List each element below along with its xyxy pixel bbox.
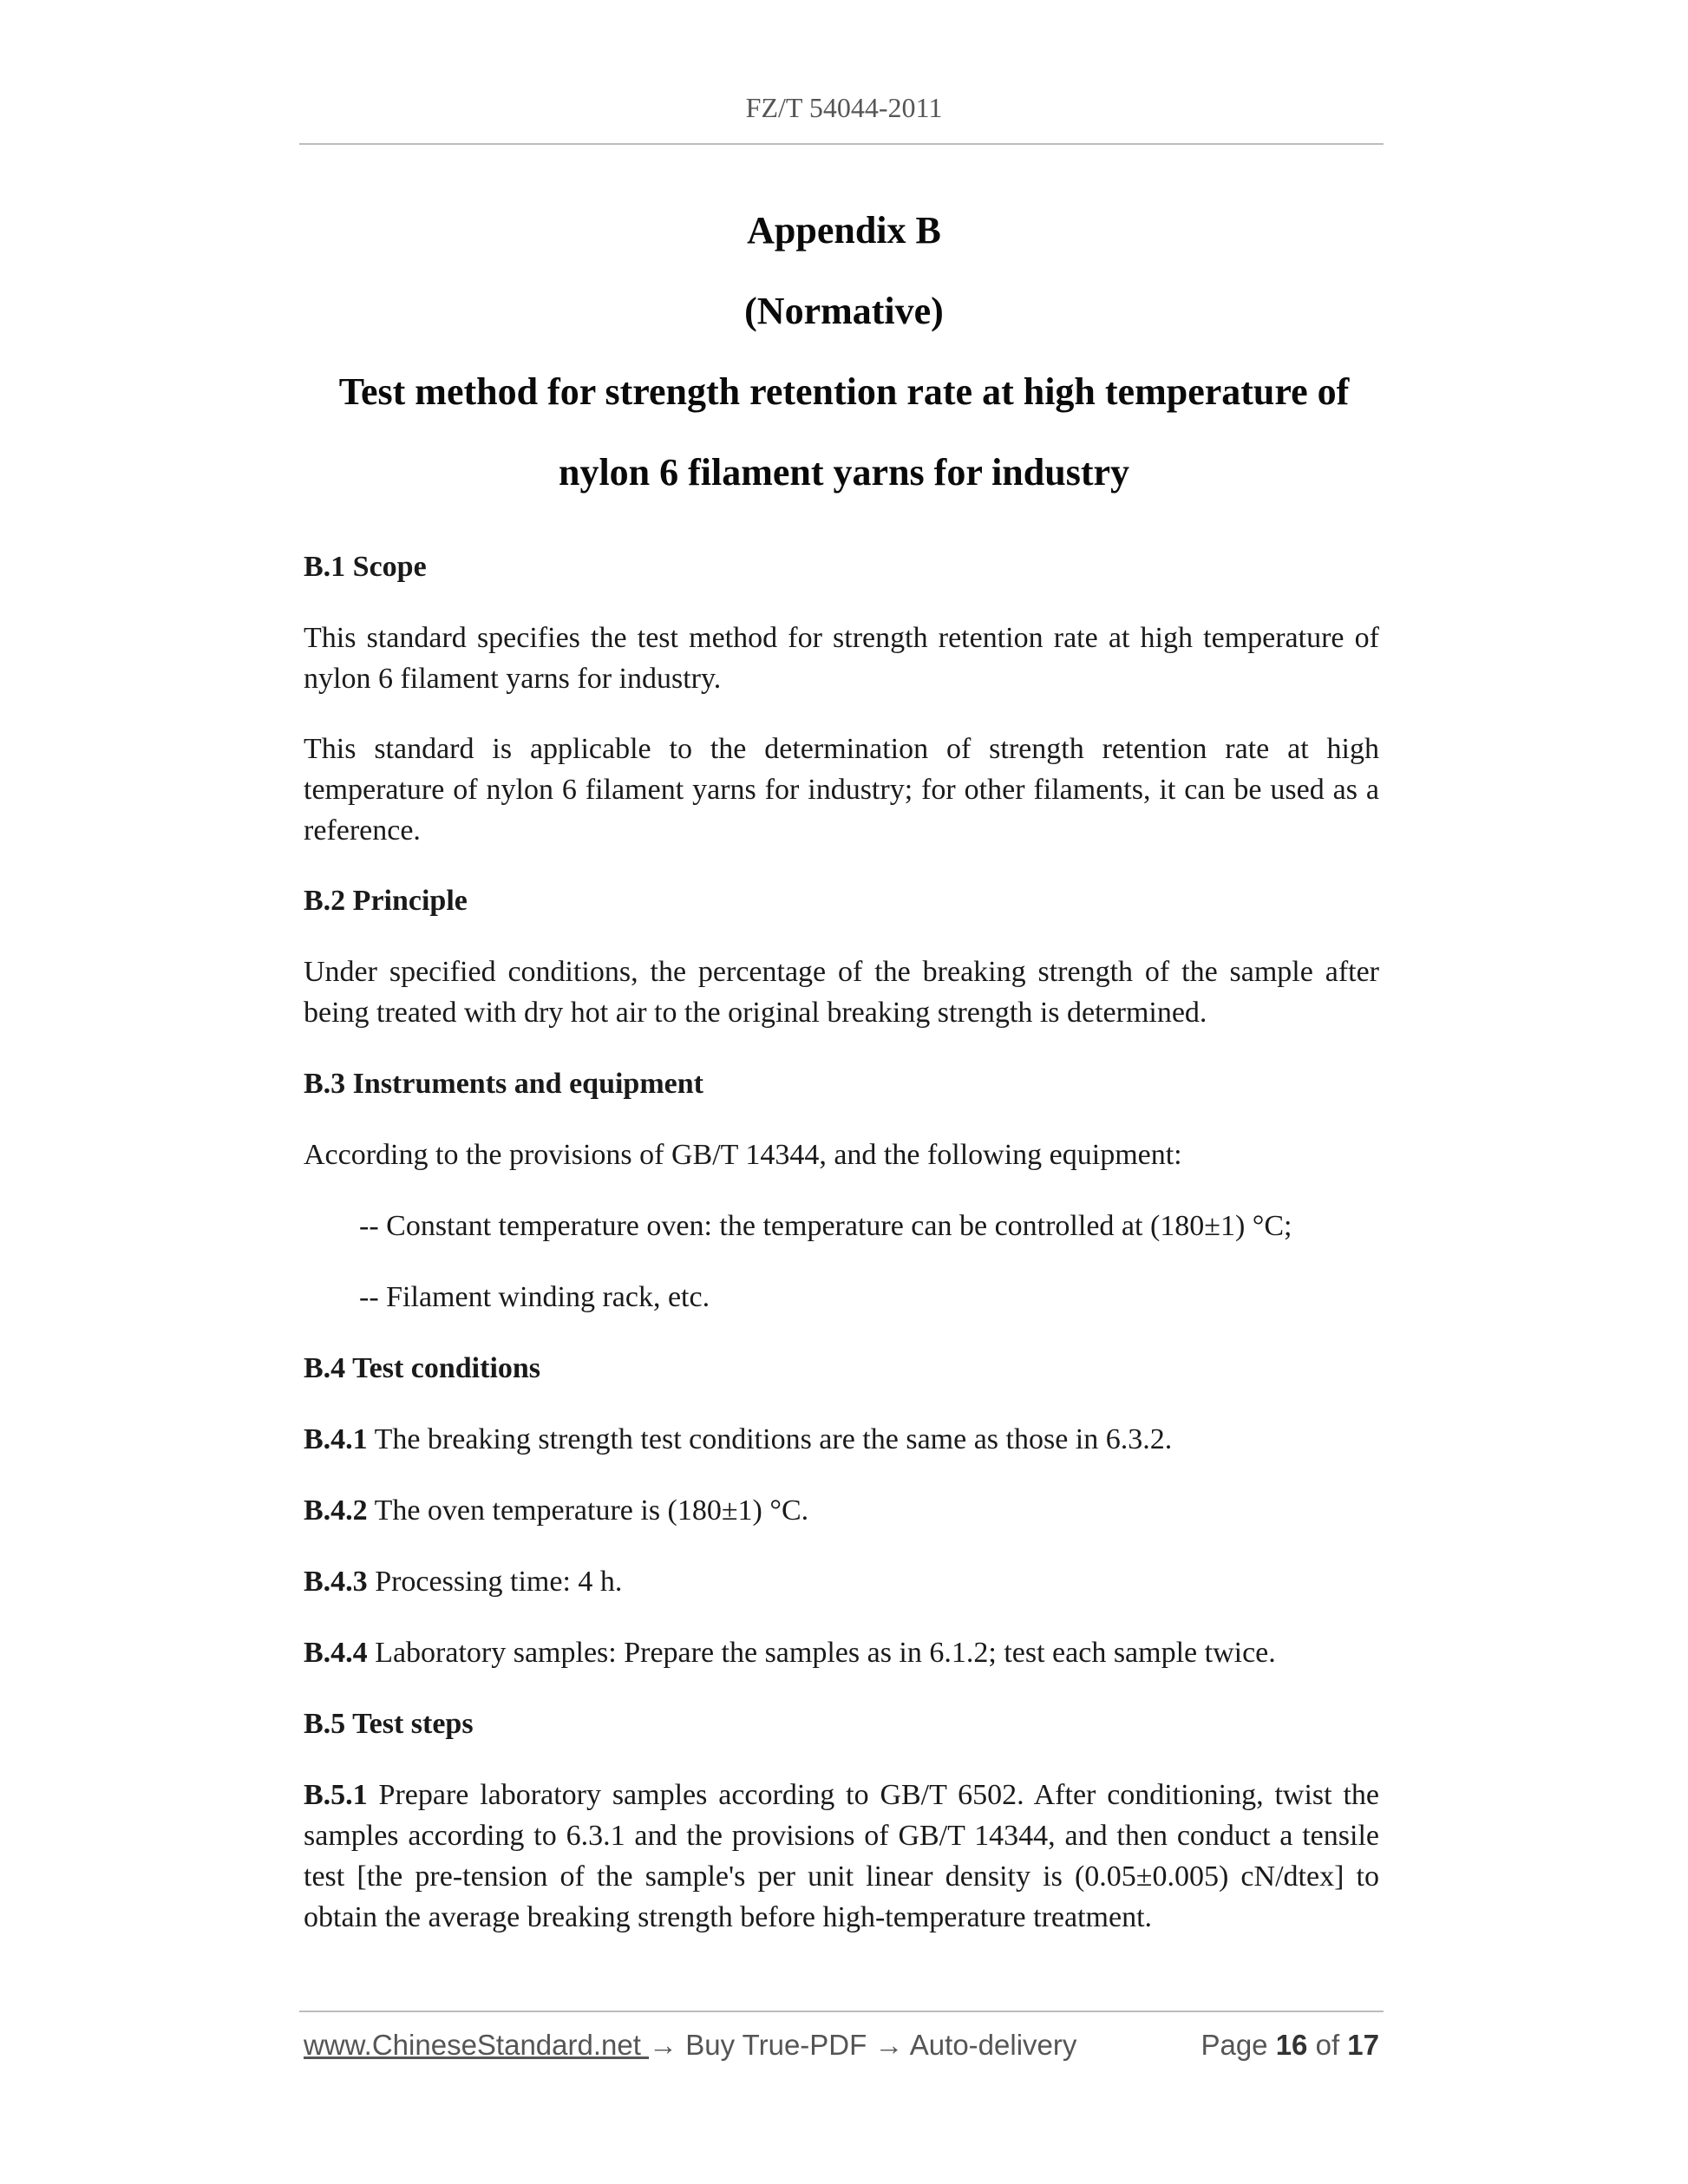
footer-promo	[304, 2029, 1076, 2062]
clause-number: B.4.3	[304, 1566, 368, 1598]
current-page-number: 16	[1275, 2029, 1308, 2061]
auto-delivery-text: Auto-delivery	[903, 2029, 1077, 2061]
page-footer	[304, 2029, 1379, 2072]
clause-text: The oven temperature is (180±1) °C.	[367, 1494, 809, 1527]
document-code: FZ/T 54044-2011	[745, 92, 943, 123]
appendix-title: Appendix B	[747, 209, 941, 252]
scope-paragraph-2: This standard is applicable to the determination of strength retention rate at high temperature of nylon 6 filament yarns for industry; for other filaments, it can be used as a reference.	[304, 733, 1379, 847]
website-link[interactable]: www.ChineseStandard.net	[304, 2029, 650, 2061]
footer-divider	[299, 2011, 1384, 2012]
clause-number: B.5.1	[304, 1779, 368, 1811]
clause-number: B.4.2	[304, 1494, 368, 1527]
buy-pdf-text: Buy True-PDF	[677, 2029, 875, 2061]
section-heading-principle: B.2 Principle	[304, 885, 468, 917]
principle-paragraph: Under specified conditions, the percentage of the breaking strength of the sample after being treated with dry hot air to the original breaking strength is determined.	[304, 956, 1379, 1029]
scope-paragraph-1: This standard specifies the test method for strength retention rate at high temperature of nylon 6 filament yarns for industry.	[304, 622, 1379, 695]
clause-text: Prepare laboratory samples according to GB/T 6502. After conditioning, twist the samples according to 6.3.1 and the provisions of GB/T 14344, and then conduct a tensile test [the pre-tension of the sample's per unit linear density is (0.05±0.005) cN/dtex] to obtain the average breaking strength before high-temperature treatment.	[304, 1779, 1379, 1933]
arrow-right-icon: →	[874, 2029, 904, 2061]
total-page-number: 17	[1347, 2029, 1379, 2061]
page-indicator	[1201, 2029, 1379, 2062]
clause-text: Laboratory samples: Prepare the samples as in 6.1.2; test each sample twice.	[367, 1637, 1276, 1669]
equipment-list-item: -- Constant temperature oven: the temperature can be controlled at (180±1) °C;	[359, 1210, 1292, 1242]
equipment-list-item: -- Filament winding rack, etc.	[359, 1281, 710, 1313]
clause-number: B.4.1	[304, 1423, 368, 1455]
page-of-label: of	[1307, 2029, 1348, 2061]
header-divider	[299, 143, 1384, 145]
clause-text: The breaking strength test conditions are the same as those in 6.3.2.	[367, 1423, 1173, 1455]
clause-text: Processing time: 4 h.	[367, 1566, 623, 1598]
condition-clause	[304, 1419, 1379, 1460]
section-heading-test-conditions: B.4 Test conditions	[304, 1352, 541, 1384]
page-label: Page	[1201, 2029, 1276, 2061]
document-title-line-2: nylon 6 filament yarns for industry	[558, 451, 1130, 494]
condition-clause	[304, 1561, 1379, 1602]
section-heading-scope: B.1 Scope	[304, 551, 427, 583]
document-title-line-1: Test method for strength retention rate at high temperature of	[338, 370, 1350, 413]
instruments-paragraph: According to the provisions of GB/T 14344, and the following equipment:	[304, 1139, 1182, 1171]
test-step-clause	[304, 1775, 1379, 1938]
clause-number: B.4.4	[304, 1637, 368, 1669]
condition-clause	[304, 1490, 1379, 1531]
section-heading-test-steps: B.5 Test steps	[304, 1708, 474, 1740]
appendix-type: (Normative)	[744, 290, 944, 332]
condition-clause	[304, 1632, 1379, 1673]
section-heading-instruments: B.3 Instruments and equipment	[304, 1068, 703, 1100]
arrow-right-icon: →	[649, 2029, 678, 2061]
